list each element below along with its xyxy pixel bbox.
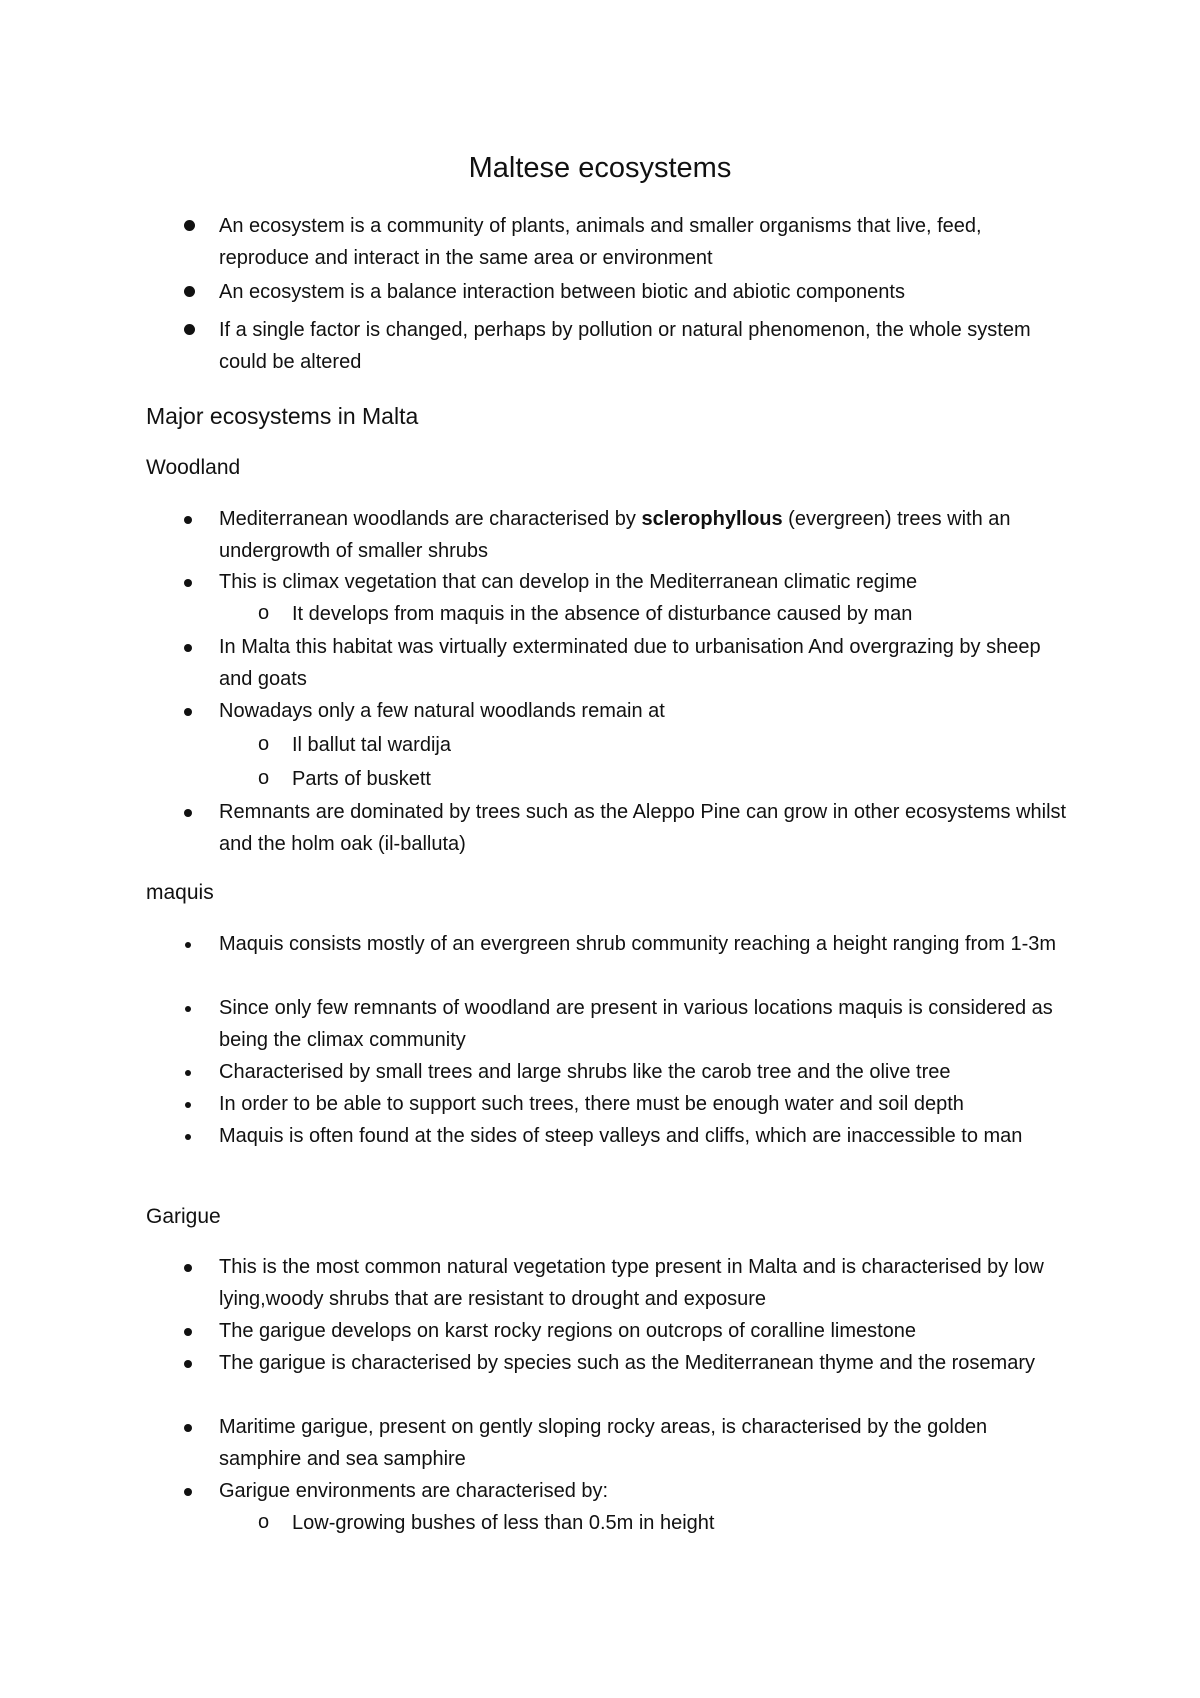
- sub-list-item: o Il ballut tal wardija: [292, 729, 1072, 761]
- sub-list-item: o It develops from maquis in the absence of disturbance caused by man: [292, 598, 1072, 630]
- list-item: Mediterranean woodlands are characterised by sclerophyllous (evergreen) trees with an undergrowth of smaller shrubs: [219, 503, 1069, 567]
- list-item: This is climax vegetation that can develop in the Mediterranean climatic regime: [219, 566, 1069, 598]
- bullet-icon: [184, 324, 195, 335]
- list-item: In order to be able to support such trees, there must be enough water and soil depth: [219, 1088, 1069, 1120]
- subsection-heading-woodland: Woodland: [146, 456, 241, 479]
- list-item: Since only few remnants of woodland are present in various locations maquis is considered as being the climax community: [219, 992, 1069, 1056]
- section-heading: Major ecosystems in Malta: [146, 403, 419, 429]
- bullet-icon: [184, 286, 195, 297]
- bullet-icon: [184, 579, 192, 587]
- sub-list-item: o Parts of buskett: [292, 763, 1072, 795]
- subsection-heading-garigue: Garigue: [146, 1205, 221, 1228]
- bullet-icon: [184, 708, 192, 716]
- bullet-icon: [184, 1328, 192, 1336]
- page-title: Maltese ecosystems: [468, 152, 732, 184]
- list-item: The garigue is characterised by species such as the Mediterranean thyme and the rosemary: [219, 1347, 1069, 1379]
- list-item: Maquis consists mostly of an evergreen shrub community reaching a height ranging from 1-3m: [219, 928, 1069, 960]
- bold-term: sclerophyllous: [641, 508, 783, 530]
- bullet-icon: [185, 942, 191, 948]
- bullet-icon: [185, 1102, 191, 1108]
- list-item: Characterised by small trees and large shrubs like the carob tree and the olive tree: [219, 1056, 1069, 1088]
- bullet-icon: [184, 1488, 192, 1496]
- list-item: Maritime garigue, present on gently sloping rocky areas, is characterised by the golden samphire and sea samphire: [219, 1411, 1069, 1475]
- list-item: This is the most common natural vegetation type present in Malta and is characterised by low lying,woody shrubs that are resistant to drought and exposure: [219, 1251, 1069, 1315]
- circle-bullet-icon: o: [258, 733, 270, 755]
- list-item: In Malta this habitat was virtually exterminated due to urbanisation And overgrazing by sheep and goats: [219, 631, 1069, 695]
- bullet-icon: [184, 644, 192, 652]
- circle-bullet-icon: o: [258, 767, 270, 789]
- bullet-icon: [185, 1070, 191, 1076]
- list-item: Maquis is often found at the sides of steep valleys and cliffs, which are inaccessible to man: [219, 1120, 1069, 1152]
- subsection-heading-maquis: maquis: [146, 881, 214, 904]
- list-item: Garigue environments are characterised by:: [219, 1475, 1069, 1507]
- circle-bullet-icon: o: [258, 602, 270, 624]
- bullet-icon: [185, 1006, 191, 1012]
- list-item: If a single factor is changed, perhaps by pollution or natural phenomenon, the whole system could be altered: [219, 314, 1069, 378]
- list-item: Nowadays only a few natural woodlands remain at: [219, 695, 1069, 727]
- bullet-icon: [184, 1360, 192, 1368]
- sub-list-item: o Low-growing bushes of less than 0.5m in height: [292, 1507, 1072, 1539]
- list-item: An ecosystem is a community of plants, animals and smaller organisms that live, feed, reproduce and interact in the same area or environment: [219, 210, 1069, 274]
- bullet-icon: [184, 809, 192, 817]
- bullet-icon: [184, 516, 192, 524]
- list-item: An ecosystem is a balance interaction between biotic and abiotic components: [219, 276, 1069, 308]
- list-item: The garigue develops on karst rocky regions on outcrops of coralline limestone: [219, 1315, 1069, 1347]
- circle-bullet-icon: o: [258, 1511, 270, 1533]
- bullet-icon: [185, 1134, 191, 1140]
- list-item: Remnants are dominated by trees such as the Aleppo Pine can grow in other ecosystems whilst and the holm oak (il-balluta): [219, 796, 1069, 860]
- bullet-icon: [184, 1424, 192, 1432]
- bullet-icon: [184, 1264, 192, 1272]
- bullet-icon: [184, 220, 195, 231]
